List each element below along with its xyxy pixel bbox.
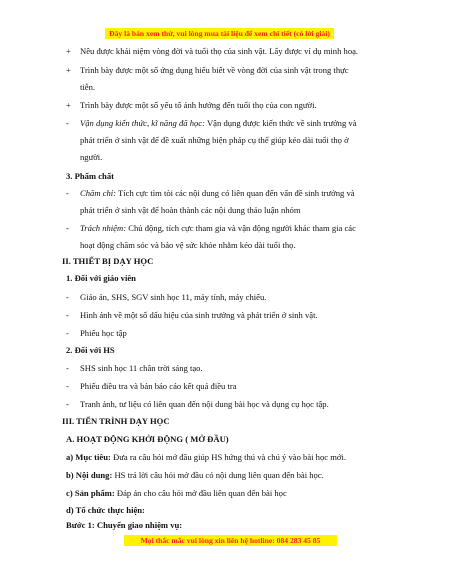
item-label: d) Tổ chức thực hiện: — [66, 505, 145, 515]
text-line: Giáo án, SHS, SGV sinh học 11, máy tính, máy chiếu. — [80, 292, 267, 302]
plus-bullet: + — [66, 46, 71, 56]
text-line: tiễn. — [80, 82, 96, 92]
text-line — [80, 188, 355, 199]
text-line: hoạt động chăm sóc và bảo vệ sức khỏe nhằm kéo dài tuổi thọ. — [80, 240, 296, 250]
subsection-heading: 1. Đối với giáo viên — [66, 273, 136, 283]
dash-bullet: - — [66, 328, 69, 338]
section-heading: II. THIẾT BỊ DẠY HỌC — [62, 256, 154, 266]
text-line — [66, 488, 287, 499]
item-label: a) Mục tiêu: — [66, 452, 111, 462]
text-line: Phiếu học tập — [80, 328, 127, 338]
dash-bullet: - — [66, 292, 69, 302]
plus-bullet: + — [66, 65, 71, 75]
dash-bullet: - — [66, 363, 69, 373]
text-line: Tranh ảnh, tư liệu có liên quan đến nội dung bài học và dụng cụ học tập. — [80, 399, 329, 409]
text-line: người. — [80, 152, 103, 162]
text-line — [66, 470, 324, 481]
text-span: Đáp án cho câu hỏi mở đầu liên quan đến bài học — [114, 488, 287, 498]
section-heading: 3. Phẩm chất — [66, 171, 114, 181]
dash-bullet: - — [66, 118, 69, 128]
text-line: Phiếu điều tra và bản báo cáo kết quả điều tra — [80, 381, 237, 391]
dash-bullet: - — [66, 399, 69, 409]
text-span: Đưa ra câu hỏi mở đầu giúp HS hứng thú và chú ý vào bài học mới. — [110, 452, 346, 462]
text-span: Chủ động, tích cực tham gia và vận động người khác tham gia các — [126, 223, 356, 233]
section-heading: III. TIẾN TRÌNH DẠY HỌC — [62, 416, 170, 426]
text-span: Tích cực tìm tòi các nội dung có liên quan đến vấn đề sinh trưởng và — [116, 188, 355, 198]
text-line: phát triển ở sinh vật để hoàn thành các nội dung thảo luận nhóm — [80, 205, 301, 215]
preview-notice-banner: Đây là bản xem thử, vui lòng mua tài liệu để xem chi tiết (có lời giải) — [105, 28, 334, 39]
text-line: SHS sinh học 11 chân trời sáng tạo. — [80, 363, 203, 373]
dash-bullet: - — [66, 381, 69, 391]
activity-heading: A. HOẠT ĐỘNG KHỞI ĐỘNG ( MỞ ĐẦU) — [66, 434, 229, 444]
italic-label: Chăm chỉ: — [80, 188, 117, 198]
text-line: Trình bày được một số yếu tố ảnh hưởng đến tuổi thọ của con người. — [80, 100, 317, 110]
plus-bullet: + — [66, 100, 71, 110]
step-heading: Bước 1: Chuyển giao nhiệm vụ: — [66, 520, 183, 530]
italic-label: Trách nhiệm: — [80, 223, 127, 233]
dash-bullet: - — [66, 188, 69, 198]
hotline-banner: Mọi thắc mắc vui lòng xin liên hệ hotline: 084 283 45 85 — [124, 535, 337, 546]
text-line — [80, 223, 356, 234]
text-line — [80, 118, 357, 129]
text-span: HS trả lời câu hỏi mở đầu có nội dung liên quan đến bài học. — [112, 470, 324, 480]
text-line — [66, 452, 346, 463]
italic-label: Vận dụng kiến thức, kĩ năng đã học: — [80, 118, 205, 128]
subsection-heading: 2. Đối với HS — [66, 345, 115, 355]
text-line: Trình bày được một số ứng dụng hiểu biết về vòng đời của sinh vật trong thực — [80, 65, 349, 75]
text-line: Nêu được khái niệm vòng đời và tuổi thọ của sinh vật. Lấy được ví dụ minh hoạ. — [80, 46, 359, 56]
item-label: b) Nội dung: — [66, 470, 113, 480]
text-line: Hình ảnh về một số dấu hiệu của sinh trưởng và phát triển ở sinh vật. — [80, 310, 318, 320]
text-line: phát triển ở sinh vật để đề xuất những biện pháp cụ thể giúp kéo dài tuổi thọ ở — [80, 135, 349, 145]
dash-bullet: - — [66, 310, 69, 320]
dash-bullet: - — [66, 223, 69, 233]
item-label: c) Sản phẩm: — [66, 488, 115, 498]
text-span: Vận dụng được kiến thức về sinh trưởng và — [204, 118, 357, 128]
